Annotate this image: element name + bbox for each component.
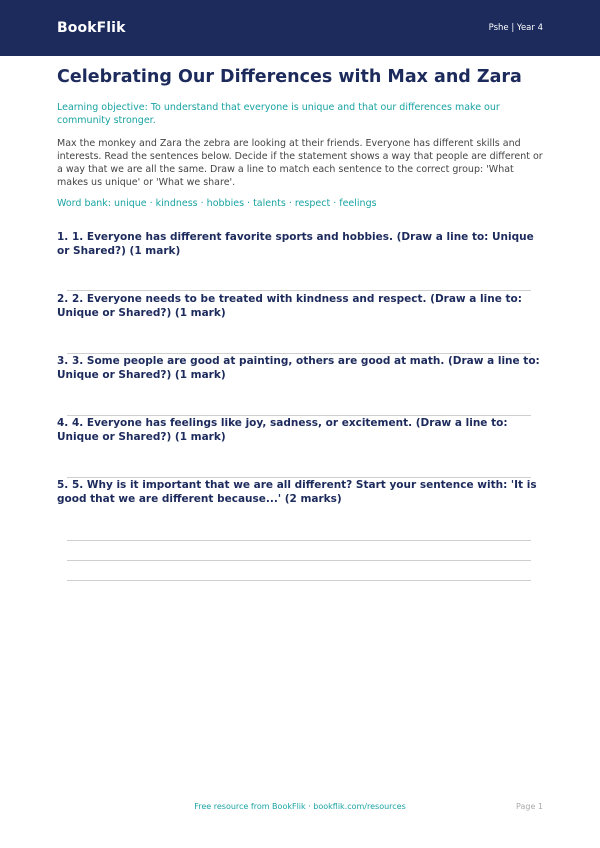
subject-year: Pshe | Year 4: [488, 23, 543, 33]
page-number: Page 1: [516, 802, 543, 811]
page-title: Celebrating Our Differences with Max and Zara: [57, 67, 522, 87]
answer-line-1[interactable]: [67, 290, 531, 291]
instructions: Max the monkey and Zara the zebra are looking at their friends. Everyone has different skills and interests. Read the sentences below. Decide if the statement shows a way that people are different or a way that we are all the same. Draw a line to match each sentence to the correct group: 'What makes us unique' or 'What we share'.: [57, 138, 543, 188]
question-2: 2. 2. Everyone needs to be treated with kindness and respect. (Draw a line to: Unique or Shared?) (1 mark): [57, 293, 522, 319]
word-bank: Word bank: unique · kindness · hobbies · talents · respect · feelings: [57, 198, 377, 209]
answer-line-5b[interactable]: [67, 560, 531, 561]
brand-logo[interactable]: BookFlik: [57, 20, 126, 36]
answer-line-5a[interactable]: [67, 540, 531, 541]
header-bar: [0, 0, 600, 56]
question-3: 3. 3. Some people are good at painting, others are good at math. (Draw a line to: Unique or Shared?) (1 mark): [57, 355, 540, 381]
question-1: 1. 1. Everyone has different favorite sports and hobbies. (Draw a line to: Unique or Shared?) (1 mark): [57, 231, 534, 257]
worksheet-intro: [57, 64, 543, 210]
learning-objective: Learning objective: To understand that everyone is unique and that our differences make our community stronger.: [57, 102, 500, 126]
question-5: 5. 5. Why is it important that we are all different? Start your sentence with: 'It is good that we are different because...' (2 marks): [57, 479, 537, 505]
footer-credit[interactable]: Free resource from BookFlik · bookflik.com/resources: [194, 802, 406, 811]
answer-line-5c[interactable]: [67, 580, 531, 581]
question-4: 4. 4. Everyone has feelings like joy, sadness, or excitement. (Draw a line to: Unique or Shared?) (1 mark): [57, 417, 508, 443]
